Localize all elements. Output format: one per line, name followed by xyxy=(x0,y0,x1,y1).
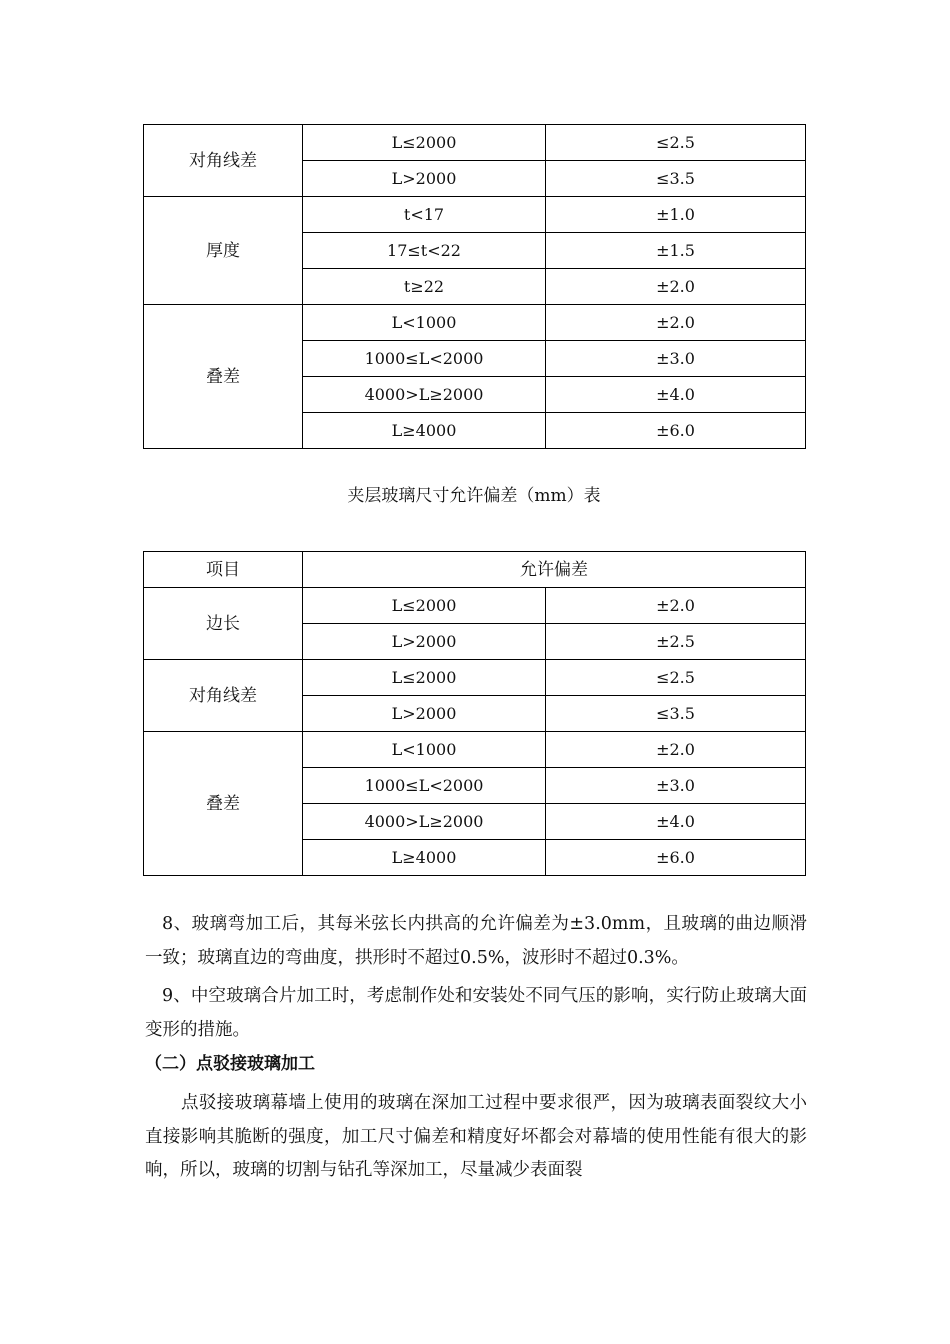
tolerance-cell: ±2.0 xyxy=(546,269,806,305)
condition-cell: 17≤t<22 xyxy=(303,233,546,269)
condition-cell: L≤2000 xyxy=(303,588,546,624)
table-row xyxy=(144,588,806,624)
header-item: 项目 xyxy=(144,552,303,588)
table-row xyxy=(144,660,806,696)
item-label: 对角线差 xyxy=(144,125,303,197)
tolerance-table-2 xyxy=(143,551,806,876)
table-header-row xyxy=(144,552,806,588)
table-row xyxy=(144,125,806,161)
condition-cell: L≤2000 xyxy=(303,125,546,161)
condition-cell: L≤2000 xyxy=(303,660,546,696)
tolerance-cell: ±3.0 xyxy=(546,341,806,377)
paragraph-body: 点驳接玻璃幕墙上使用的玻璃在深加工过程中要求很严，因为玻璃表面裂纹大小直接影响其脆断的强度，加工尺寸偏差和精度好坏都会对幕墙的使用性能有很大的影响，所以，玻璃的切割与钻孔等深加工，尽量减少表面裂 xyxy=(145,1093,807,1180)
item-label: 厚度 xyxy=(144,197,303,305)
table-row xyxy=(144,305,806,341)
tolerance-cell: ±3.0 xyxy=(546,768,806,804)
tolerance-cell: ±1.5 xyxy=(546,233,806,269)
tolerance-cell: ±6.0 xyxy=(546,413,806,449)
tolerance-cell: ±2.0 xyxy=(546,588,806,624)
tolerance-cell: ±2.0 xyxy=(546,305,806,341)
tolerance-table-1 xyxy=(143,124,806,449)
tolerance-cell: ±1.0 xyxy=(546,197,806,233)
condition-cell: 1000≤L<2000 xyxy=(303,341,546,377)
tolerance-cell: ≤3.5 xyxy=(546,696,806,732)
header-tolerance: 允许偏差 xyxy=(303,552,806,588)
tolerance-cell: ±6.0 xyxy=(546,840,806,876)
condition-cell: L>2000 xyxy=(303,161,546,197)
table-row xyxy=(144,732,806,768)
table-caption: 夹层玻璃尺寸允许偏差（mm）表 xyxy=(347,486,601,506)
condition-cell: L<1000 xyxy=(303,305,546,341)
condition-cell: L>2000 xyxy=(303,696,546,732)
condition-cell: 4000>L≥2000 xyxy=(303,804,546,840)
condition-cell: L≥4000 xyxy=(303,413,546,449)
item-label: 叠差 xyxy=(144,732,303,876)
condition-cell: 4000>L≥2000 xyxy=(303,377,546,413)
condition-cell: L≥4000 xyxy=(303,840,546,876)
tolerance-cell: ±2.5 xyxy=(546,624,806,660)
tolerance-cell: ±4.0 xyxy=(546,804,806,840)
tolerance-cell: ≤3.5 xyxy=(546,161,806,197)
item-label: 边长 xyxy=(144,588,303,660)
table-row xyxy=(144,197,806,233)
tolerance-cell: ±2.0 xyxy=(546,732,806,768)
paragraph-9: 9、中空玻璃合片加工时，考虑制作处和安装处不同气压的影响，实行防止玻璃大面变形的措施。 xyxy=(145,986,807,1040)
tolerance-cell: ≤2.5 xyxy=(546,660,806,696)
tolerance-cell: ≤2.5 xyxy=(546,125,806,161)
condition-cell: t≥22 xyxy=(303,269,546,305)
condition-cell: L<1000 xyxy=(303,732,546,768)
condition-cell: t<17 xyxy=(303,197,546,233)
condition-cell: 1000≤L<2000 xyxy=(303,768,546,804)
paragraph-8: 8、玻璃弯加工后，其每米弦长内拱高的允许偏差为±3.0mm，且玻璃的曲边顺滑一致；玻璃直边的弯曲度，拱形时不超过0.5%，波形时不超过0.3%。 xyxy=(145,914,807,968)
tolerance-cell: ±4.0 xyxy=(546,377,806,413)
item-label: 叠差 xyxy=(144,305,303,449)
item-label: 对角线差 xyxy=(144,660,303,732)
section-heading: （二）点驳接玻璃加工 xyxy=(145,1054,315,1074)
condition-cell: L>2000 xyxy=(303,624,546,660)
